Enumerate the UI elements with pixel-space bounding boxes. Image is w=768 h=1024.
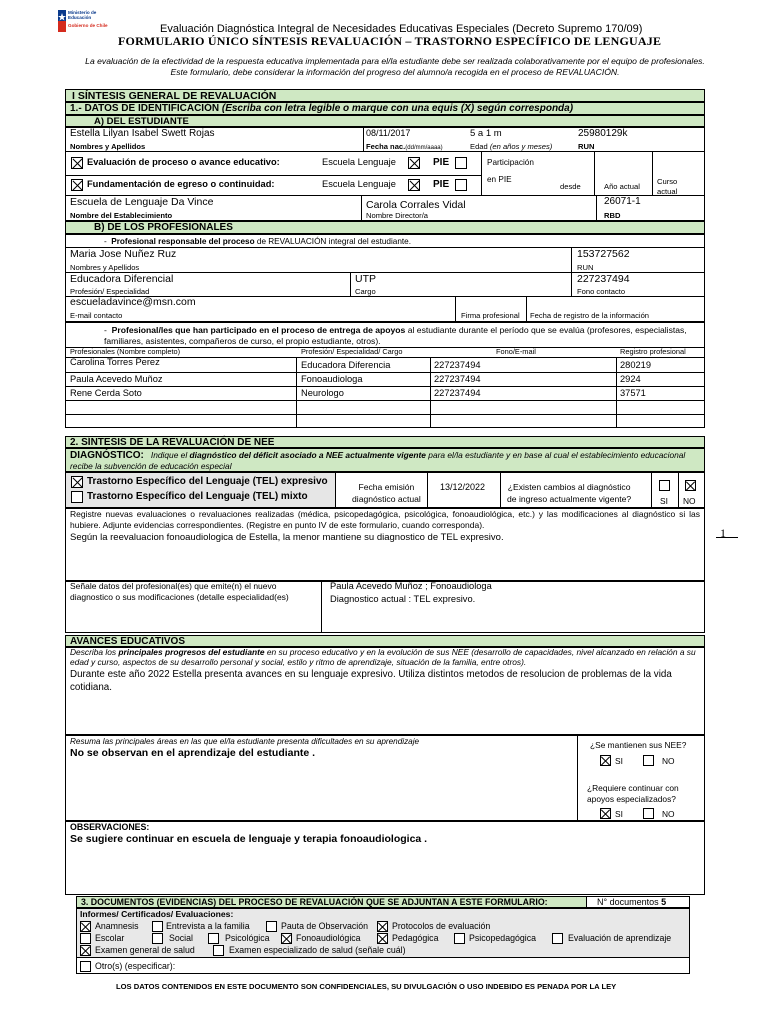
- ndocs-box: [586, 896, 690, 908]
- director-name: Carola Corrales Vidal: [366, 199, 466, 211]
- requiere-no-label: NO: [662, 809, 675, 819]
- psicologica-checkbox[interactable]: [208, 933, 219, 944]
- participants-rest: al estudiante durante el período que se evalúa (profesores, especialistas, familiares, asistentes, compañeros de curso, el propio estudiante, otros).: [104, 325, 687, 346]
- fonoaudiologica-checkbox[interactable]: [281, 933, 292, 944]
- observaciones-label: OBSERVACIONES:: [70, 822, 150, 832]
- dob-label-text: Fecha nac.: [366, 142, 406, 151]
- ndocs-value: 5: [661, 897, 667, 907]
- diagnostico-header: [65, 448, 705, 472]
- fecha-registro-label: Fecha de registro de la información: [530, 311, 650, 320]
- senale-instruction: Señale datos del profesional(es) que emite(n) el nuevo diagnostico o sus modificaciones (detalle especialidad(es): [70, 581, 289, 602]
- curso-label-1: Curso: [657, 177, 678, 186]
- participant-phone: 227237494: [434, 360, 481, 370]
- participant-registry: 280219: [620, 360, 652, 370]
- documents-subtitle: Informes/ Certificados/ Evaluaciones:: [80, 909, 234, 919]
- dob-label: [366, 142, 443, 151]
- escuela-lenguaje-checkbox-2[interactable]: [408, 179, 420, 191]
- registre-value: Según la reevaluacion fonoaudiologica de Estella, la menor mantiene su diagnostico de TEL expresivo.: [70, 532, 504, 543]
- mantienen-label: ¿Se mantienen sus NEE?: [590, 740, 687, 750]
- curso-label-2: actual: [657, 187, 678, 196]
- cargo-label: Cargo: [355, 287, 376, 296]
- tel-mixto-label: Trastorno Específico del Lenguaje (TEL) mixto: [87, 491, 308, 502]
- logo-line-1: Ministerio de: [68, 10, 97, 15]
- salud-esp-checkbox[interactable]: [213, 945, 224, 956]
- requiere-1: ¿Requiere continuar con: [587, 783, 679, 793]
- participants-bold: Profesional/les que han participado en el proceso de entrega de apoyos: [111, 325, 406, 335]
- age-label: [470, 142, 552, 151]
- student-name-label: Nombres y Apellidos: [70, 142, 146, 151]
- escuela-lenguaje-label-2: Escuela Lenguaje: [322, 179, 396, 189]
- header-decree: Evaluación Diagnóstica Integral de Necesidades Educativas Especiales (Decreto Supremo 170/09): [160, 23, 643, 35]
- section-1-sub-italic: (Escriba con letra legible o marque con una equis (X) según corresponda): [221, 103, 574, 114]
- pie-checkbox-1[interactable]: [455, 157, 467, 169]
- form-title: FORMULARIO ÚNICO SÍNTESIS REVALUACIÓN – TRASTORNO ESPECÍFICO DE LENGUAJE: [118, 34, 662, 48]
- fecha-emision-label: [352, 481, 421, 505]
- establishment-name: Escuela de Lenguaje Da Vince: [70, 196, 214, 208]
- student-name: Estella Lilyan Isabel Swett Rojas: [70, 128, 215, 139]
- section-2-title: 2. SÍNTESIS DE LA REVALUACIÓN DE NEE: [65, 436, 705, 448]
- rbd-value: 26071-1: [604, 196, 641, 207]
- fecha-emision-1: Fecha emisión: [358, 482, 415, 492]
- psicopedagogica-checkbox[interactable]: [454, 933, 465, 944]
- pauta-label: Pauta de Observación: [281, 921, 369, 931]
- student-dob: 08/11/2017: [366, 128, 411, 138]
- senale-value-2: Diagnostico actual : TEL expresivo.: [330, 594, 476, 604]
- anamnesis-checkbox[interactable]: [80, 921, 91, 932]
- mantienen-si-checkbox[interactable]: [600, 755, 611, 766]
- responsable-cargo: UTP: [355, 273, 376, 285]
- responsable-name-label: Nombres y Apellidos: [70, 263, 140, 272]
- fecha-emision-2: diagnóstico actual: [352, 494, 421, 504]
- psicologica-label: Psicológica: [225, 933, 270, 943]
- dob-format: (dd/mm/aaaa): [405, 145, 443, 151]
- participant-profession: Fonoaudiologa: [301, 374, 363, 384]
- otros-checkbox[interactable]: [80, 961, 91, 972]
- cambios-si-label: SI: [660, 496, 668, 506]
- participacion-label-2: en PIE: [487, 175, 512, 184]
- mantienen-si-label: SI: [615, 756, 623, 766]
- social-label: Social: [169, 933, 193, 943]
- participants-intro: - Profesional/les que han participado en el proceso de entrega de apoyos al estudiante durante el período que se evalúa (profesores, especialistas, familiares, asistentes, compañeros de curso, el propio estudiante, otros).: [104, 325, 687, 346]
- responsable-profession: Educadora Diferencial: [70, 273, 174, 285]
- anamnesis-label: Anamnesis: [95, 921, 139, 931]
- student-age: 5 a 1 m: [470, 128, 502, 139]
- otros-label: Otro(s) (especificar):: [95, 961, 176, 971]
- cambios-2: de ingreso actualmente vigente?: [507, 494, 632, 504]
- page-number: 1: [720, 526, 726, 540]
- salud-label: Examen general de salud: [95, 945, 195, 955]
- participant-registry: 37571: [620, 388, 646, 398]
- mantienen-no-checkbox[interactable]: [643, 755, 654, 766]
- desde-label: desde: [560, 182, 581, 191]
- responsable-text: - Profesional responsable del proceso de REVALUACIÓN integral del estudiante.: [104, 237, 412, 246]
- responsable-phone: 227237494: [577, 273, 630, 285]
- email-label: E-mail contacto: [70, 311, 123, 320]
- fundamentacion-checkbox[interactable]: [71, 179, 83, 191]
- entrevista-label: Entrevista a la familia: [166, 921, 250, 931]
- cambios-si-checkbox[interactable]: [659, 480, 670, 491]
- participant-registry: 2924: [620, 374, 641, 384]
- salud-checkbox[interactable]: [80, 945, 91, 956]
- responsable-bold: Profesional responsable del proceso: [111, 237, 255, 246]
- requiere-no-checkbox[interactable]: [643, 808, 654, 819]
- section-1-title: I SÍNTESIS GENERAL DE REVALUACIÓN: [65, 89, 705, 102]
- pedagogica-label: Pedagógica: [392, 933, 439, 943]
- mantienen-no-label: NO: [662, 756, 675, 766]
- col-profesionales: Profesionales (Nombre completo): [70, 347, 181, 356]
- intro-text: La evaluación de la efectividad de la respuesta educativa implementada para el/la estudiante debe ser realizada colaborativamente por el equipo de profesionales. Este formulario, debe considerar la información del progreso del alumno/a recogida en el proceso de REVALUACIÓN.: [85, 56, 705, 77]
- responsable-run: 153727562: [577, 248, 630, 260]
- anio-actual-label: Año actual: [604, 182, 640, 191]
- fonoaudiologica-label: Fonoaudiológica: [296, 933, 361, 943]
- participant-profession: Neurologo: [301, 388, 344, 398]
- diagnostico-i2: diagnóstico del déficit asociado a NEE actualmente vigente: [189, 450, 426, 460]
- requiere-2: apoyos especializados?: [587, 794, 676, 804]
- diagnostico-i1: Indique el: [150, 450, 190, 460]
- avances-desc: [70, 647, 700, 667]
- participant-phone: 227237494: [434, 388, 481, 398]
- logo-line-3: Gobierno de Chile: [68, 23, 108, 28]
- avances-desc-1: Describa los: [70, 647, 119, 657]
- avances-value: Durante este año 2022 Estella presenta avances en su lenguaje expresivo. Utiliza distintos metodos de resolucion de problemas de la vida cotidiana.: [70, 669, 672, 693]
- requiere-si-checkbox[interactable]: [600, 808, 611, 819]
- age-label-text: Edad: [470, 142, 488, 151]
- registre-instruction: Registre nuevas evaluaciones o revaluaciones realizadas (médica, psicopedagógica, psicológica, fonoaudiológica, etc.) y las modificaciones al diagnóstico si las hubiere. Adjunte evidencias correspondientes. (Registre en punto IV de este formulario, cuando corresponda).: [70, 509, 700, 530]
- cambios-label: [507, 481, 631, 505]
- ministry-logo: [58, 10, 110, 54]
- requiere-label: [587, 783, 679, 805]
- social-checkbox[interactable]: [152, 933, 163, 944]
- aprendizaje-label: Evaluación de aprendizaje: [568, 933, 672, 943]
- salud-esp-label: Examen especializado de salud (señale cuál): [229, 945, 406, 955]
- resuma-instruction: Resuma las principales áreas en las que el/la estudiante presenta dificultades en su aprendizaje: [70, 737, 420, 746]
- participacion-label-1: Participación: [487, 158, 534, 167]
- age-unit: (en años y meses): [489, 142, 553, 151]
- pie-checkbox-2[interactable]: [455, 179, 467, 191]
- tel-mixto-checkbox[interactable]: [71, 491, 83, 503]
- student-title: A) DEL ESTUDIANTE: [65, 115, 705, 127]
- tel-expresivo-label: Trastorno Específico del Lenguaje (TEL) expresivo: [87, 476, 328, 487]
- cambios-no-label: NO: [683, 496, 696, 506]
- profession-label: Profesión/ Especialidad: [70, 287, 150, 296]
- resuma-value: No se observan en el aprendizaje del estudiante .: [70, 747, 316, 759]
- eval-proceso-label: Evaluación de proceso o avance educativo:: [87, 157, 280, 167]
- director-label: Nombre Director/a: [366, 211, 429, 220]
- escolar-checkbox[interactable]: [80, 933, 91, 944]
- col-registro: Registro profesional: [620, 347, 686, 356]
- participant-name: Rene Cerda Soto: [70, 388, 142, 398]
- senale-value-1: Paula Acevedo Muñoz ; Fonoaudiologa: [330, 581, 492, 591]
- requiere-si-label: SI: [615, 809, 623, 819]
- section-1-sub: [65, 102, 705, 115]
- avances-desc-3: en su proceso educativo y en la evolución de sus NEE (desarrollo de capacidades, nivel alcanzado en relación a su edad y curso, aspectos de su desarrollo personal y social, estilo y ritmo de aprendizaje, situación de la familia, entre otros).: [70, 647, 696, 667]
- pie-label-2: PIE: [433, 179, 450, 190]
- curso-actual-label: [657, 177, 677, 197]
- responsable-run-label: RUN: [577, 263, 594, 272]
- establishment-label: Nombre del Establecimiento: [70, 211, 173, 220]
- section-1-sub-title: 1.- DATOS DE IDENTIFICACIÓN: [70, 103, 220, 114]
- student-run: 25980129k: [578, 128, 628, 139]
- participant-phone: 227237494: [434, 374, 481, 384]
- escuela-lenguaje-label-1: Escuela Lenguaje: [322, 157, 396, 167]
- observaciones-value: Se sugiere continuar en escuela de lenguaje y terapia fonoaudiologica .: [70, 833, 428, 845]
- escolar-label: Escolar: [95, 933, 125, 943]
- escuela-lenguaje-checkbox-1[interactable]: [408, 157, 420, 169]
- responsable-rest: de REVALUACIÓN integral del estudiante.: [254, 237, 412, 246]
- diagnostico-label: DIAGNÓSTICO:: [70, 450, 144, 461]
- student-run-label: RUN: [578, 142, 595, 151]
- avances-title: AVANCES EDUCATIVOS: [65, 635, 705, 647]
- firma-label: Firma profesional: [461, 311, 520, 320]
- participant-name: Paula Acevedo Muñoz: [70, 374, 163, 384]
- section-3-title: 3. DOCUMENTOS (EVIDENCIAS) DEL PROCESO DE REVALUACIÓN QUE SE ADJUNTAN A ESTE FORMULARIO:: [76, 896, 690, 908]
- rbd-label: RBD: [604, 211, 621, 220]
- tel-expresivo-checkbox[interactable]: [71, 476, 83, 488]
- entrevista-checkbox[interactable]: [152, 921, 163, 932]
- cambios-no-checkbox[interactable]: [685, 480, 696, 491]
- aprendizaje-checkbox[interactable]: [552, 933, 563, 944]
- psicopedagogica-label: Psicopedagógica: [469, 933, 537, 943]
- participant-profession: Educadora Diferencia: [301, 360, 391, 370]
- professionals-title: B) DE LOS PROFESIONALES: [65, 221, 705, 234]
- ndocs-label: N° documentos: [597, 897, 659, 907]
- protocolos-checkbox[interactable]: [377, 921, 388, 932]
- pauta-checkbox[interactable]: [266, 921, 277, 932]
- fundamentacion-label: Fundamentación de egreso o continuidad:: [87, 179, 275, 189]
- phone-label: Fono contacto: [577, 287, 626, 296]
- logo-line-2: Educación: [68, 15, 92, 20]
- participant-name: Carolina Torres Perez: [70, 357, 160, 367]
- diagnostico-i3: para el/la estudiante y en base al cual el establecimiento educacional recibe la subvención de educación especial: [70, 450, 686, 471]
- eval-proceso-checkbox[interactable]: [71, 157, 83, 169]
- responsable-name: Maria Jose Nuñez Ruz: [70, 248, 177, 260]
- confidential-footer: LOS DATOS CONTENIDOS EN ESTE DOCUMENTO SON CONFIDENCIALES, SU DIVULGACIÓN O USO INDEBIDO ES PENADA POR LA LEY: [116, 982, 617, 991]
- fecha-emision-value: 13/12/2022: [440, 482, 486, 492]
- responsable-email: escueladavince@msn.com: [70, 296, 196, 308]
- pedagogica-checkbox[interactable]: [377, 933, 388, 944]
- protocolos-label: Protocolos de evaluación: [392, 921, 491, 931]
- cambios-1: ¿Existen cambios al diagnóstico: [507, 482, 631, 492]
- col-fono: Fono/E-mail: [496, 347, 536, 356]
- pie-label-1: PIE: [433, 157, 450, 168]
- col-profesion: Profesión/ Especialidad/ Cargo: [301, 347, 403, 356]
- avances-desc-2: principales progresos del estudiante: [118, 647, 265, 657]
